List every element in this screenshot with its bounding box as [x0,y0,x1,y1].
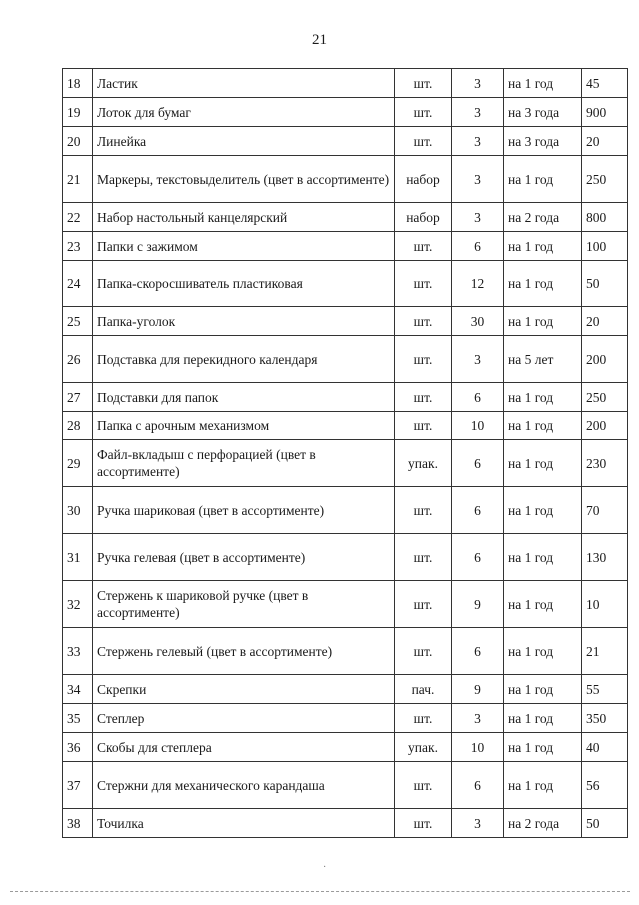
row-number: 25 [63,307,93,336]
scan-edge-line [10,891,630,892]
item-price: 130 [582,534,628,581]
item-name: Линейка [93,127,395,156]
row-number: 36 [63,733,93,762]
row-number: 22 [63,203,93,232]
item-quantity: 12 [452,261,504,307]
item-term: на 5 лет [504,336,582,383]
item-term: на 1 год [504,69,582,98]
item-unit: шт. [395,412,452,440]
item-term: на 2 года [504,203,582,232]
row-number: 37 [63,762,93,809]
table-row [63,534,628,581]
item-name: Маркеры, текстовыделитель (цвет в ассортименте) [93,156,395,203]
item-price: 50 [582,261,628,307]
item-unit: шт. [395,261,452,307]
item-unit: шт. [395,581,452,628]
item-term: на 1 год [504,762,582,809]
item-unit: шт. [395,383,452,412]
row-number: 23 [63,232,93,261]
item-term: на 1 год [504,704,582,733]
item-quantity: 3 [452,98,504,127]
item-price: 45 [582,69,628,98]
item-name: Точилка [93,809,395,838]
item-unit: шт. [395,98,452,127]
table-row [63,98,628,127]
item-price: 20 [582,307,628,336]
table-row [63,156,628,203]
item-price: 55 [582,675,628,704]
item-quantity: 6 [452,440,504,487]
item-name: Папки с зажимом [93,232,395,261]
table-row [63,261,628,307]
item-term: на 1 год [504,534,582,581]
item-term: на 1 год [504,440,582,487]
item-name: Стержень к шариковой ручке (цвет в ассортименте) [93,581,395,628]
item-price: 40 [582,733,628,762]
item-price: 350 [582,704,628,733]
table-row [63,762,628,809]
supplies-table [62,68,628,838]
item-name: Ластик [93,69,395,98]
item-term: на 2 года [504,809,582,838]
item-quantity: 3 [452,69,504,98]
row-number: 21 [63,156,93,203]
item-quantity: 9 [452,581,504,628]
row-number: 19 [63,98,93,127]
item-price: 900 [582,98,628,127]
row-number: 38 [63,809,93,838]
row-number: 34 [63,675,93,704]
item-quantity: 3 [452,809,504,838]
item-unit: упак. [395,440,452,487]
table-row [63,628,628,675]
item-quantity: 6 [452,628,504,675]
item-price: 50 [582,809,628,838]
item-unit: шт. [395,704,452,733]
table-row [63,232,628,261]
item-unit: упак. [395,733,452,762]
item-unit: шт. [395,127,452,156]
item-term: на 1 год [504,412,582,440]
item-name: Набор настольный канцелярский [93,203,395,232]
item-name: Скрепки [93,675,395,704]
item-quantity: 3 [452,156,504,203]
table-row [63,412,628,440]
item-price: 56 [582,762,628,809]
item-name: Папка-скоросшиватель пластиковая [93,261,395,307]
item-unit: шт. [395,534,452,581]
row-number: 33 [63,628,93,675]
item-quantity: 6 [452,383,504,412]
item-unit: пач. [395,675,452,704]
item-name: Лоток для бумаг [93,98,395,127]
item-price: 800 [582,203,628,232]
item-term: на 1 год [504,156,582,203]
item-term: на 1 год [504,261,582,307]
table-row [63,581,628,628]
item-quantity: 30 [452,307,504,336]
item-unit: шт. [395,762,452,809]
item-term: на 1 год [504,383,582,412]
table-row [63,675,628,704]
item-price: 250 [582,383,628,412]
item-term: на 1 год [504,487,582,534]
item-term: на 1 год [504,307,582,336]
item-unit: шт. [395,232,452,261]
row-number: 32 [63,581,93,628]
row-number: 35 [63,704,93,733]
item-term: на 1 год [504,628,582,675]
item-term: на 1 год [504,733,582,762]
item-name: Подставки для папок [93,383,395,412]
item-price: 250 [582,156,628,203]
item-unit: шт. [395,628,452,675]
item-price: 10 [582,581,628,628]
row-number: 18 [63,69,93,98]
row-number: 20 [63,127,93,156]
item-term: на 1 год [504,675,582,704]
item-unit: шт. [395,307,452,336]
item-name: Ручка шариковая (цвет в ассортименте) [93,487,395,534]
item-name: Скобы для степлера [93,733,395,762]
table-row [63,809,628,838]
item-quantity: 6 [452,487,504,534]
item-quantity: 3 [452,127,504,156]
page-number: 21 [312,32,327,48]
item-name: Степлер [93,704,395,733]
item-name: Ручка гелевая (цвет в ассортименте) [93,534,395,581]
item-name: Файл-вкладыш с перфорацией (цвет в ассортименте) [93,440,395,487]
row-number: 31 [63,534,93,581]
item-price: 20 [582,127,628,156]
item-quantity: 3 [452,203,504,232]
table-row [63,383,628,412]
item-term: на 1 год [504,581,582,628]
item-quantity: 3 [452,704,504,733]
item-price: 21 [582,628,628,675]
row-number: 30 [63,487,93,534]
item-name: Стержень гелевый (цвет в ассортименте) [93,628,395,675]
item-quantity: 3 [452,336,504,383]
table-row [63,203,628,232]
item-term: на 3 года [504,98,582,127]
item-name: Стержни для механического карандаша [93,762,395,809]
row-number: 28 [63,412,93,440]
item-quantity: 6 [452,232,504,261]
scan-dot: · [323,862,327,873]
item-name: Папка с арочным механизмом [93,412,395,440]
item-name: Подставка для перекидного календаря [93,336,395,383]
item-price: 230 [582,440,628,487]
item-quantity: 10 [452,412,504,440]
table-row [63,307,628,336]
item-unit: шт. [395,809,452,838]
item-price: 200 [582,336,628,383]
table-row [63,704,628,733]
item-term: на 1 год [504,232,582,261]
item-quantity: 6 [452,534,504,581]
table-row [63,127,628,156]
item-quantity: 6 [452,762,504,809]
item-price: 100 [582,232,628,261]
table-row [63,487,628,534]
item-unit: набор [395,156,452,203]
table-row [63,440,628,487]
row-number: 24 [63,261,93,307]
item-unit: шт. [395,487,452,534]
item-unit: набор [395,203,452,232]
table-row [63,69,628,98]
item-quantity: 10 [452,733,504,762]
item-price: 200 [582,412,628,440]
row-number: 26 [63,336,93,383]
item-price: 70 [582,487,628,534]
item-unit: шт. [395,69,452,98]
row-number: 27 [63,383,93,412]
item-term: на 3 года [504,127,582,156]
row-number: 29 [63,440,93,487]
item-quantity: 9 [452,675,504,704]
item-name: Папка-уголок [93,307,395,336]
item-unit: шт. [395,336,452,383]
table-row [63,733,628,762]
table-row [63,336,628,383]
